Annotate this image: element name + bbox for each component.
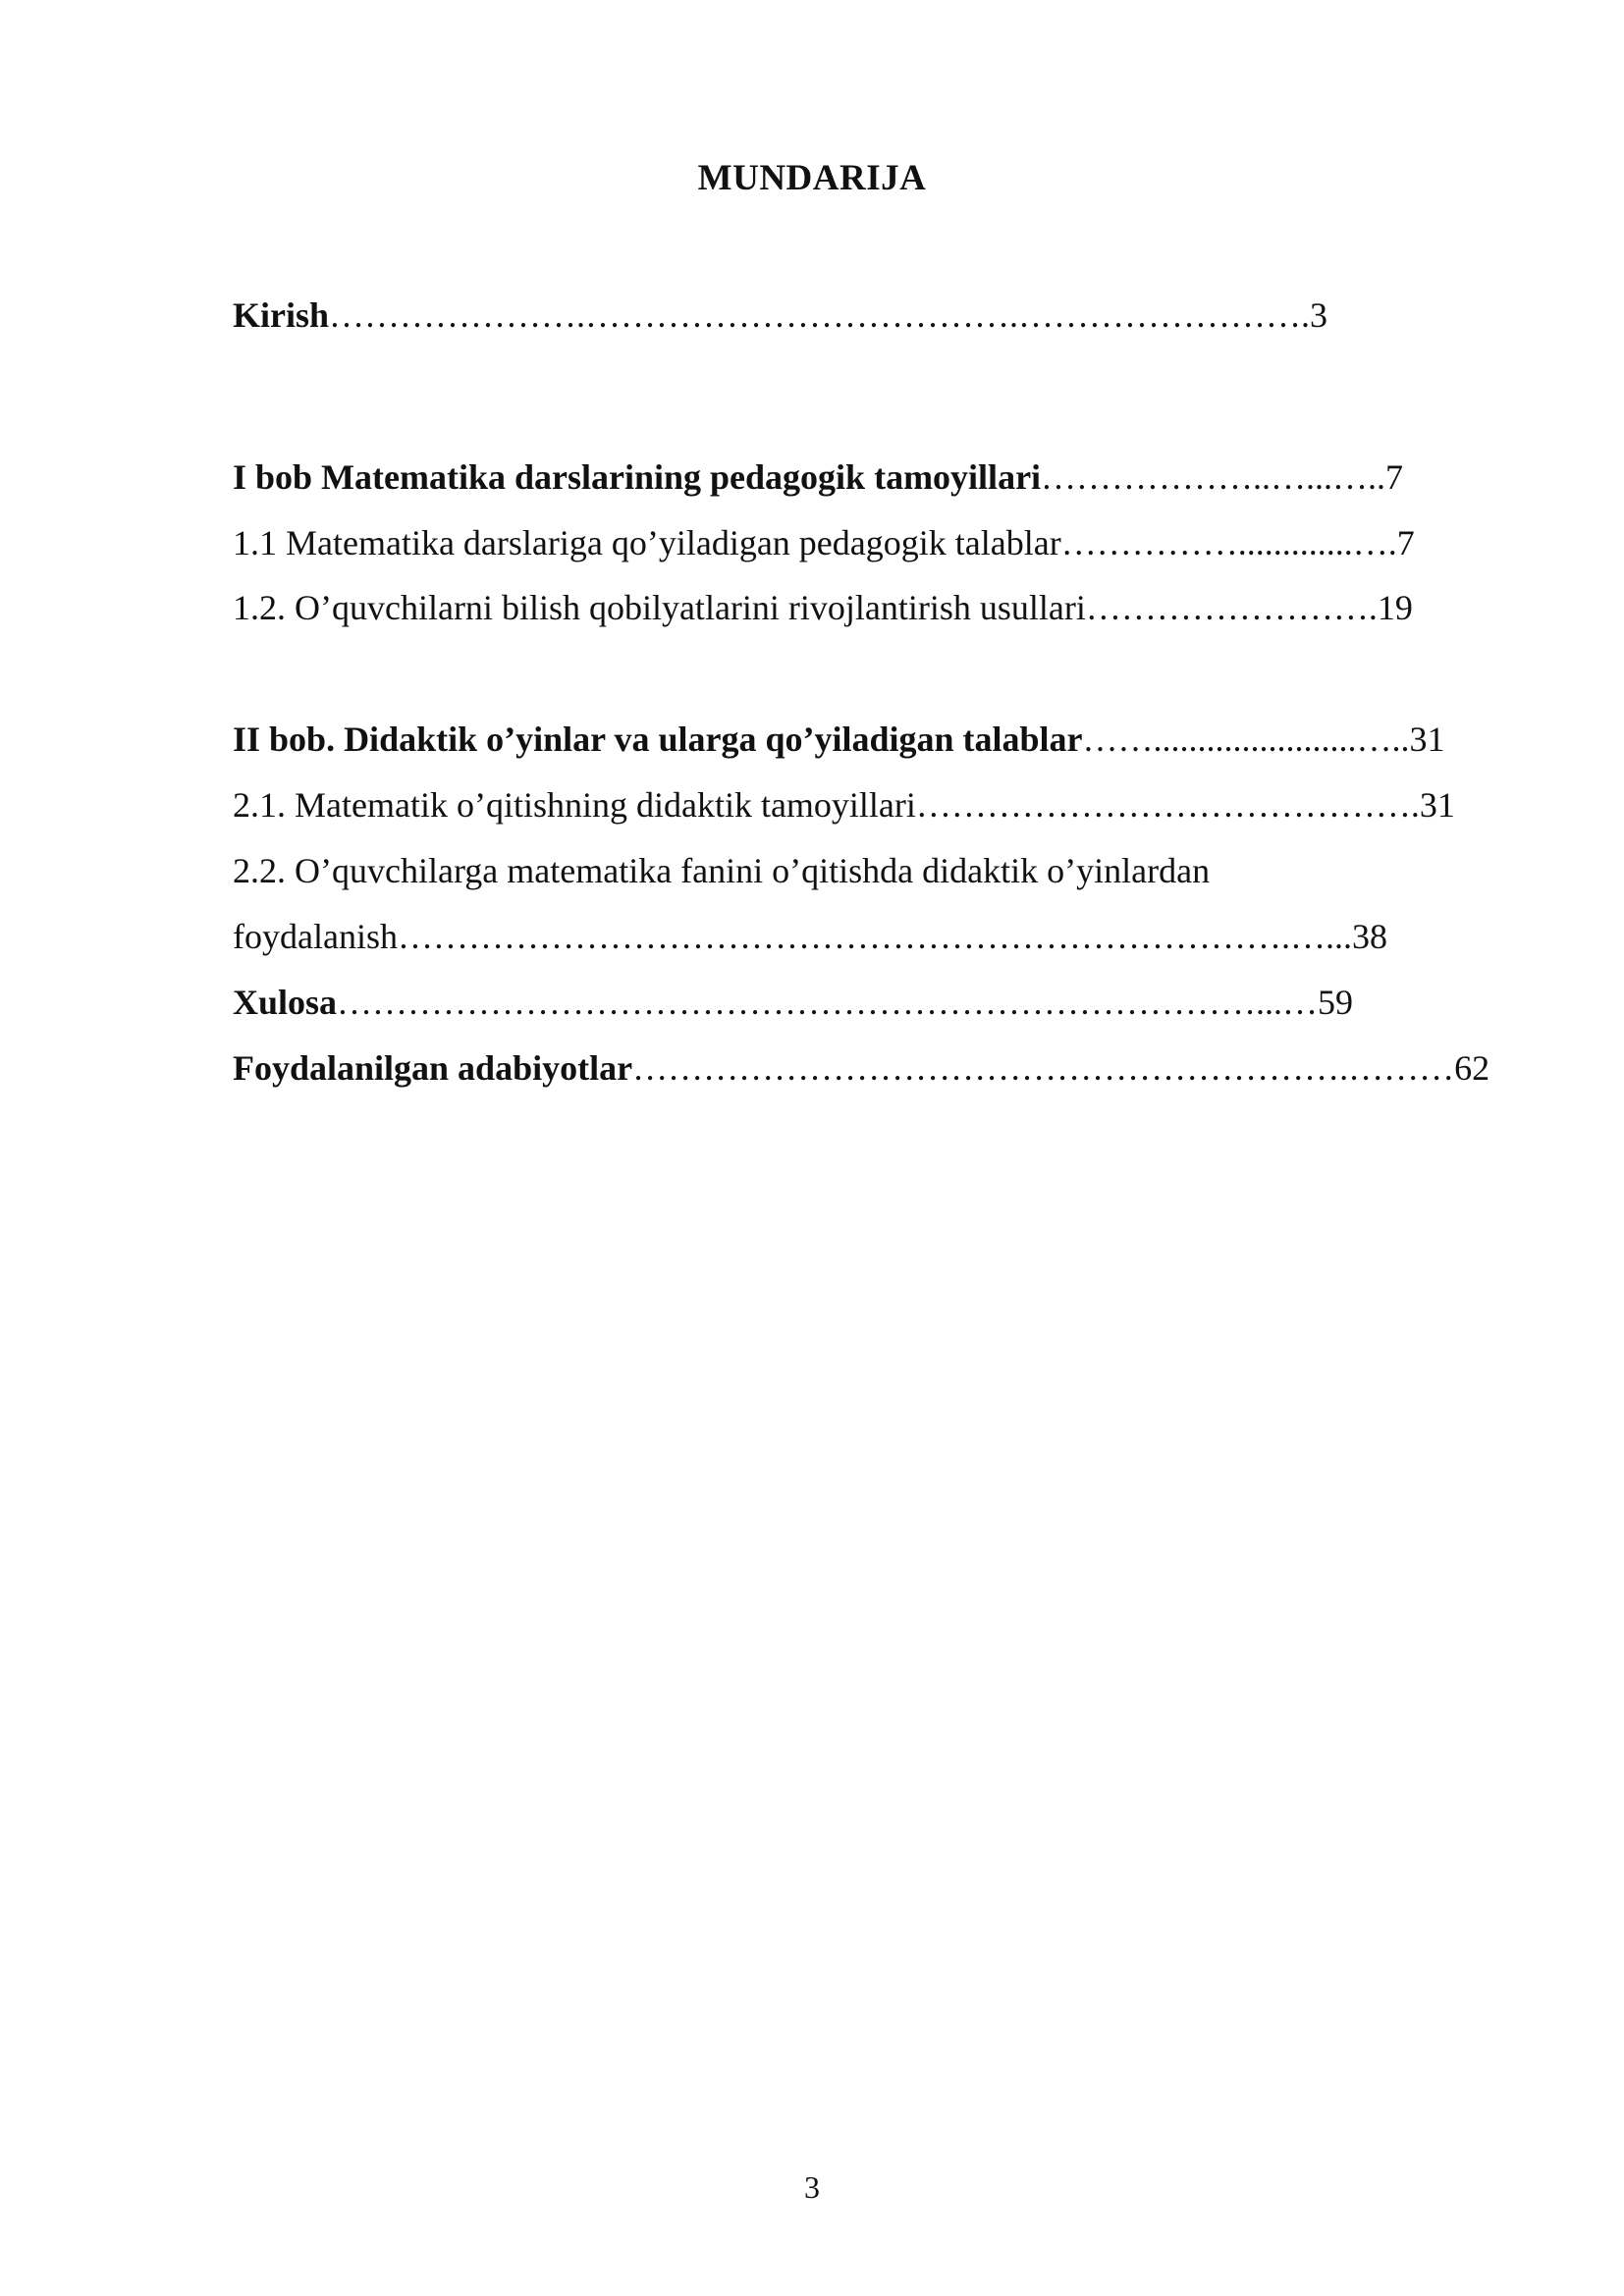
- toc-entry-kirish: [233, 294, 1327, 337]
- toc-entry-label: foydalanish: [233, 917, 398, 956]
- toc-entry-chapter-1: [233, 455, 1403, 499]
- toc-entry-section-2-1: [233, 783, 1455, 827]
- toc-entry-section-1-1: [233, 521, 1415, 564]
- toc-entry-leader: ………………….……………………………….…………………….: [329, 295, 1311, 335]
- toc-entry-label: 2.2. O’quvchilarga matematika fanini o’qitishda didaktik o’yinlardan: [233, 851, 1211, 890]
- toc-entry-page: 7: [1385, 457, 1404, 497]
- toc-entry-page: 31: [1419, 785, 1455, 825]
- toc-entry-page: 38: [1351, 917, 1387, 956]
- toc-entry-section-2-2-line-1: [233, 849, 1210, 892]
- toc-entry-leader: …….......................…..: [1082, 720, 1410, 759]
- toc-entry-page: 7: [1396, 523, 1415, 562]
- toc-entry-label: 1.1 Matematika darslariga qo’yiladigan pedagogik talablar: [233, 523, 1061, 562]
- toc-entry-page: 59: [1318, 983, 1354, 1022]
- toc-entry-leader: …………………………………………………….………: [632, 1048, 1455, 1088]
- toc-entry-section-2-2-line-2: [233, 915, 1387, 958]
- toc-entry-label: 2.1. Matematik o’qitishning didaktik tamoyillari: [233, 785, 916, 825]
- toc-entry-leader: …………………………………….: [915, 785, 1420, 825]
- toc-entry-label: I bob Matematika darslarining pedagogik tamoyillari: [233, 457, 1042, 497]
- toc-entry-leader: …………………….: [1085, 588, 1378, 627]
- toc-entry-leader: ……………………………………………………………………...…: [337, 983, 1319, 1022]
- toc-entry-page: 62: [1454, 1048, 1490, 1088]
- toc-entry-chapter-2: [233, 718, 1445, 761]
- toc-entry-page: 19: [1377, 588, 1413, 627]
- toc-entry-label: Foydalanilgan adabiyotlar: [233, 1048, 633, 1088]
- toc-entry-adabiyotlar: [233, 1046, 1489, 1090]
- toc-entry-leader: …………….............….: [1060, 523, 1397, 562]
- toc-entry-label: II bob. Didaktik o’yinlar va ularga qo’yiladigan talablar: [233, 720, 1083, 759]
- toc-entry-section-1-2: [233, 586, 1413, 629]
- toc-entry-xulosa: [233, 981, 1353, 1024]
- page-title: MUNDARIJA: [697, 158, 927, 198]
- toc-entry-label: Kirish: [233, 295, 330, 335]
- toc-entry-label: 1.2. O’quvchilarni bilish qobilyatlarini rivojlantirish usullari: [233, 588, 1086, 627]
- toc-entry-leader: ………………..…...…..: [1041, 457, 1386, 497]
- toc-entry-page: 31: [1409, 720, 1445, 759]
- toc-entry-label: Xulosa: [233, 983, 338, 1022]
- toc-entry-leader: ………………………………………………………………….…...: [397, 917, 1352, 956]
- toc-entry-page: 3: [1310, 295, 1328, 335]
- page-number: 3: [804, 2169, 820, 2205]
